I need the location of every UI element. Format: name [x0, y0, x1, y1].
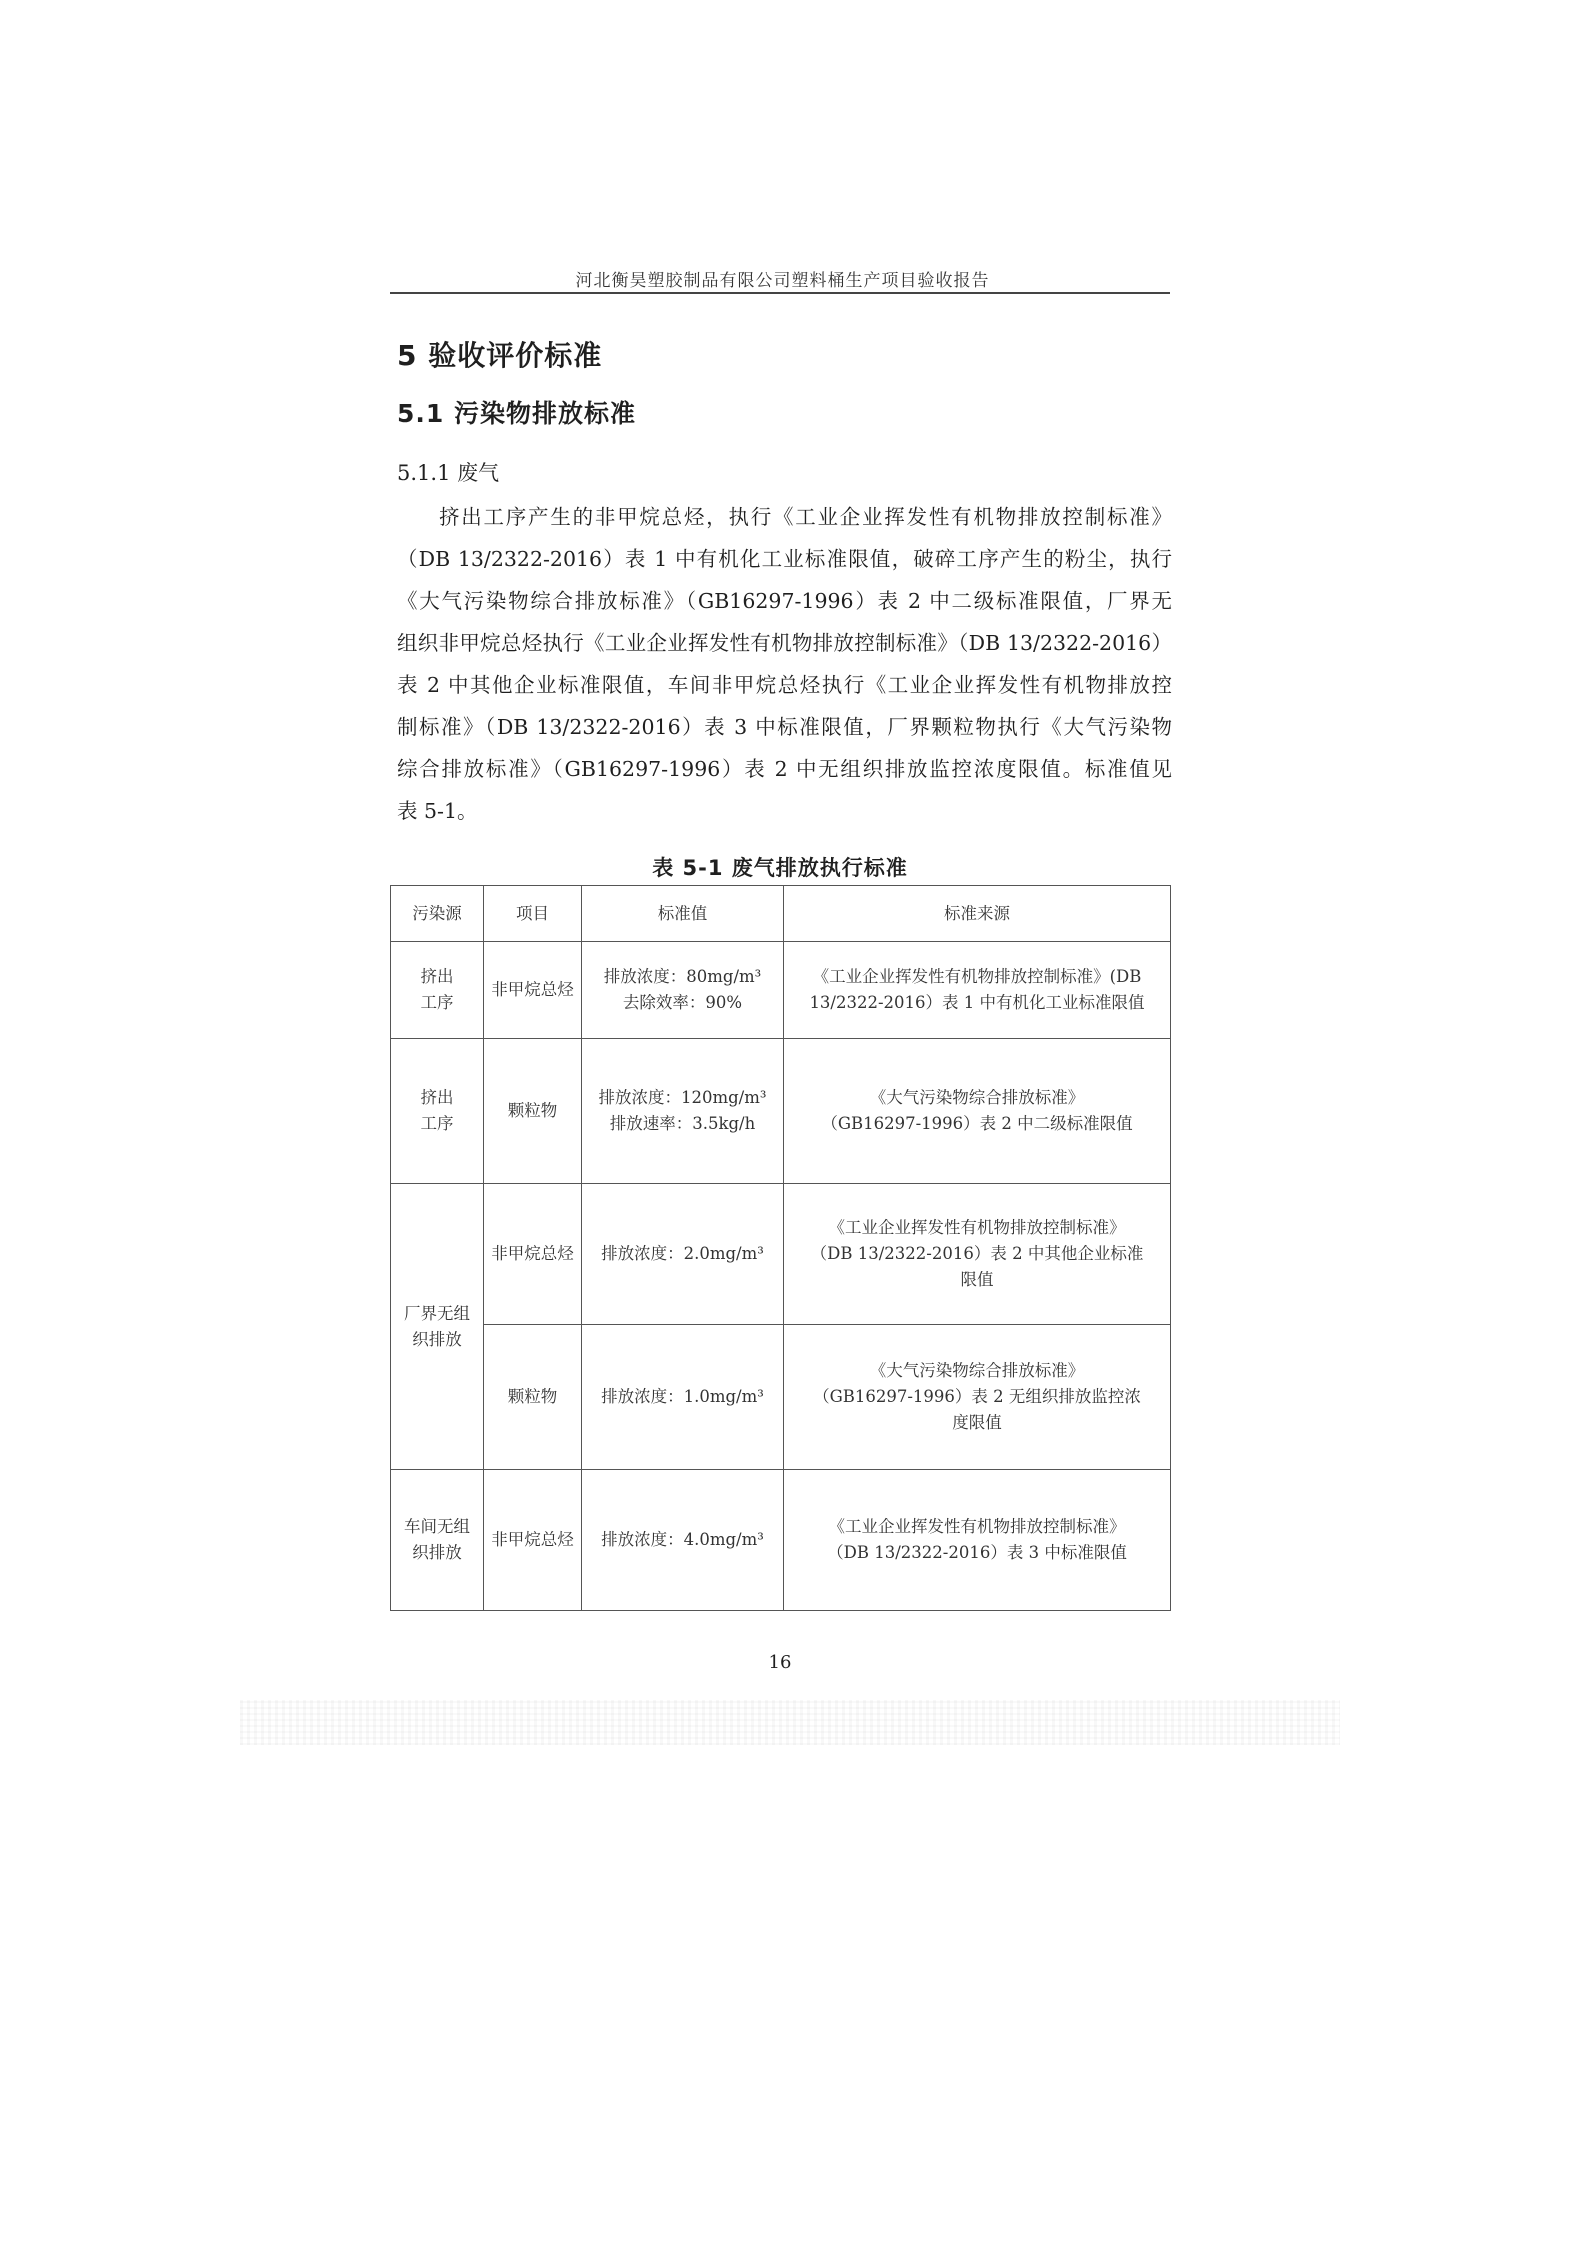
- column-header: 污染源: [391, 886, 484, 942]
- paragraph-line: 挤出工序产生的非甲烷总烃，执行《工业企业挥发性有机物排放控制标准》: [439, 505, 1172, 529]
- table-row: [391, 942, 1171, 1039]
- table-row: [391, 1325, 1171, 1470]
- source-cell: 挤出 工序: [391, 1039, 484, 1184]
- paragraph-line: 组织非甲烷总烃执行《工业企业挥发性有机物排放控制标准》（DB 13/2322-2016）: [397, 631, 1172, 655]
- standard-source-cell: 《工业企业挥发性有机物排放控制标准》(DB 13/2322-2016）表 1 中有机化工业标准限值: [784, 942, 1171, 1039]
- subsubsection-number: 5.1.1: [397, 461, 451, 485]
- running-header: 河北衡昊塑胶制品有限公司塑料桶生产项目验收报告: [575, 271, 990, 291]
- paragraph-line: 制标准》（DB 13/2322-2016）表 3 中标准限值，厂界颗粒物执行《大气污染物: [397, 715, 1172, 739]
- paragraph-line: （DB 13/2322-2016）表 1 中有机化工业标准限值，破碎工序产生的粉尘，执行: [397, 547, 1172, 571]
- column-header: 项目: [484, 886, 582, 942]
- header-rule: [390, 292, 1170, 294]
- value-cell: 排放浓度：2.0mg/m³: [582, 1184, 784, 1325]
- value-cell: 排放浓度：1.0mg/m³: [582, 1325, 784, 1470]
- item-cell: 非甲烷总烃: [484, 1470, 582, 1611]
- source-cell: 挤出 工序: [391, 942, 484, 1039]
- paragraph-line: 表 5-1。: [397, 799, 478, 823]
- subsubsection-heading: [397, 457, 499, 487]
- source-cell: 厂界无组 织排放: [391, 1184, 484, 1470]
- column-header: 标准来源: [784, 886, 1171, 942]
- table-header-row: [391, 886, 1171, 942]
- value-cell: 排放浓度：4.0mg/m³: [582, 1470, 784, 1611]
- source-cell: 车间无组 织排放: [391, 1470, 484, 1611]
- item-cell: 颗粒物: [484, 1039, 582, 1184]
- standard-source-cell: 《工业企业挥发性有机物排放控制标准》 （DB 13/2322-2016）表 3 中标准限值: [784, 1470, 1171, 1611]
- item-cell: 非甲烷总烃: [484, 1184, 582, 1325]
- standard-source-cell: 《工业企业挥发性有机物排放控制标准》 （DB 13/2322-2016）表 2 中其他企业标准 限值: [784, 1184, 1171, 1325]
- paragraph-line: 综合排放标准》（GB16297-1996）表 2 中无组织排放监控浓度限值。标准值见: [397, 757, 1172, 781]
- value-cell: 排放浓度：120mg/m³ 排放速率：3.5kg/h: [582, 1039, 784, 1184]
- table-row: [391, 1039, 1171, 1184]
- paragraph-line: 表 2 中其他企业标准限值，车间非甲烷总烃执行《工业企业挥发性有机物排放控: [397, 673, 1172, 697]
- value-cell: 排放浓度：80mg/m³ 去除效率：90%: [582, 942, 784, 1039]
- subsection-heading: 5.1 污染物排放标准: [397, 399, 636, 428]
- page-number: 16: [768, 1652, 792, 1673]
- table-row: [391, 1470, 1171, 1611]
- column-header: 标准值: [582, 886, 784, 942]
- table-caption: 表 5-1 废气排放执行标准: [652, 856, 908, 880]
- subsubsection-title: 废气: [457, 461, 500, 485]
- body-paragraph: [397, 496, 1172, 832]
- section-heading: 5 验收评价标准: [397, 339, 603, 372]
- scan-noise-strip: [240, 1700, 1340, 1745]
- emission-standards-table: [390, 885, 1171, 1611]
- table-row: [391, 1184, 1171, 1325]
- item-cell: 非甲烷总烃: [484, 942, 582, 1039]
- standard-source-cell: 《大气污染物综合排放标准》 （GB16297-1996）表 2 无组织排放监控浓 度限值: [784, 1325, 1171, 1470]
- paragraph-line: 《大气污染物综合排放标准》（GB16297-1996）表 2 中二级标准限值，厂界无: [397, 589, 1172, 613]
- standard-source-cell: 《大气污染物综合排放标准》 （GB16297-1996）表 2 中二级标准限值: [784, 1039, 1171, 1184]
- item-cell: 颗粒物: [484, 1325, 582, 1470]
